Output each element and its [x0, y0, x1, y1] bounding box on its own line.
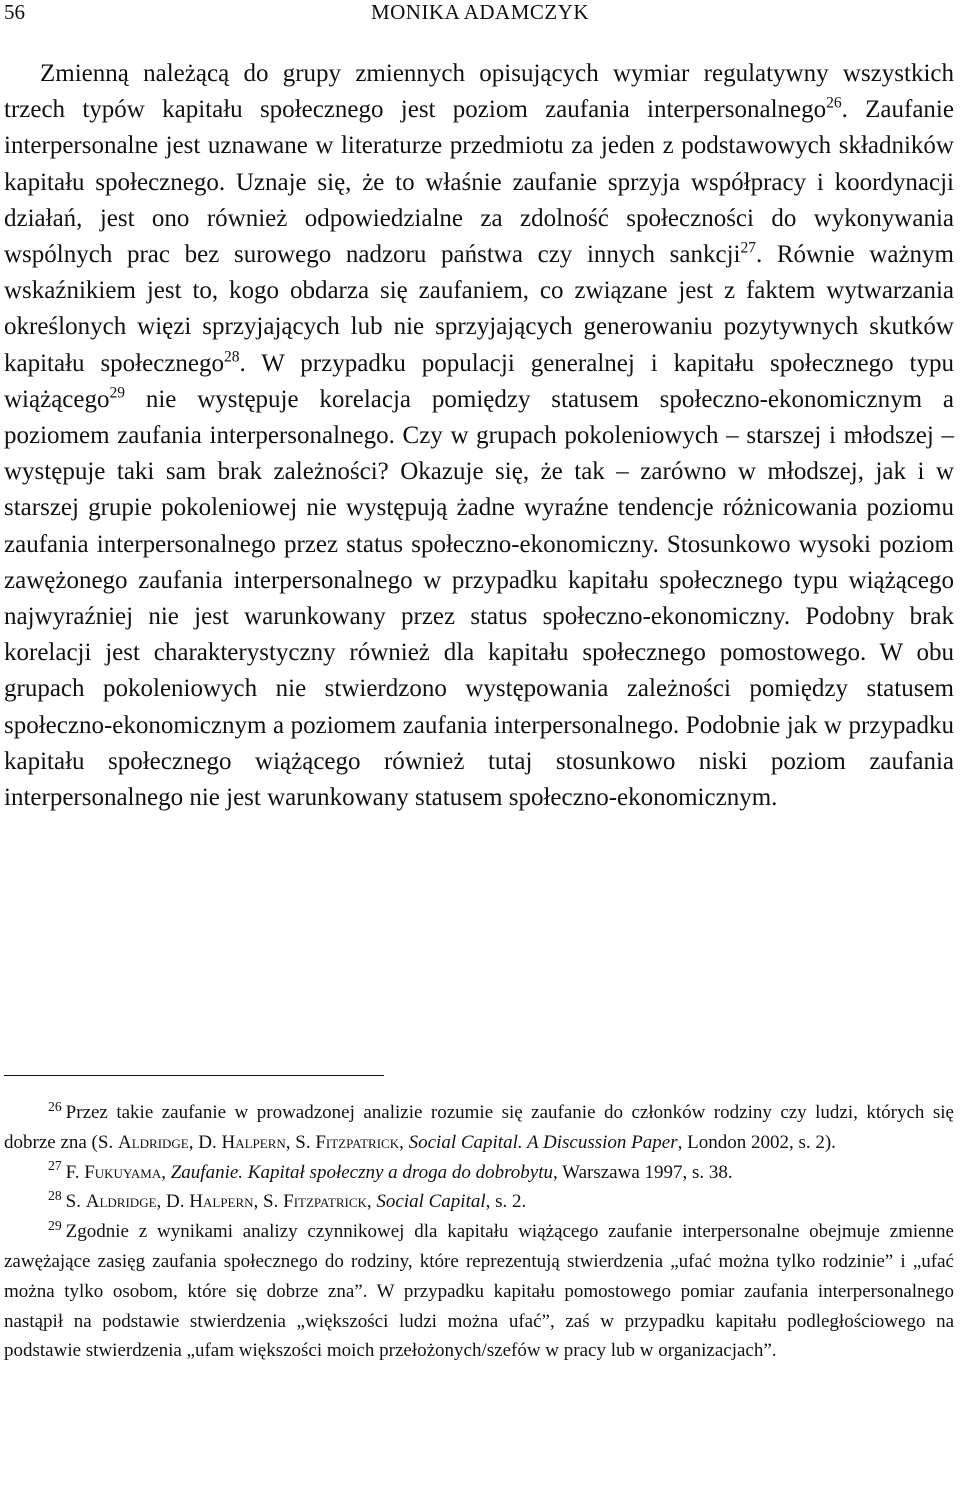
footnote-29 — [4, 1217, 954, 1366]
citation-author: Halpern — [189, 1191, 254, 1213]
page-number: 56 — [4, 0, 25, 24]
footnote-divider — [4, 1075, 384, 1076]
footnote-text: , London 2002, s. 2). — [677, 1131, 836, 1153]
footnote-text: , s. 2. — [485, 1191, 527, 1213]
citation-title: Social Capital — [376, 1191, 486, 1213]
footnote-text: , — [399, 1131, 409, 1153]
citation-author: Fitzpatrick — [283, 1191, 367, 1213]
text-run: nie występuje korelacja pomiędzy statusem społeczno-ekonomicznym a poziomem zaufania interpersonalnego. Czy w grupach pokoleniowych – starszej i młodszej – występuje taki sam brak zależności? Okazuje się, że tak – zarówno w młodszej, jak i w starszej grupie pokoleniowej nie występują żadne wyraźne tendencje różnicowania poziomu zaufania interpersonalnego przez status społeczno-ekonomiczny. Stosunkowo wysoki poziom zawężonego zaufania interpersonalnego w przypadku kapitału społecznego typu wiążącego najwyraźniej nie jest warunkowany przez status społeczno-ekonomiczny. Podobny brak korelacji jest charakterystyczny również dla kapitału społecznego pomostowego. W obu grupach pokoleniowych nie stwierdzono występowania zależności pomiędzy statusem społeczno-ekonomicznym a poziomem zaufania interpersonalnego. Podobnie jak w przypadku kapitału społecznego wiążącego również tutaj stosunkowo niski poziom zaufania interpersonalnego nie jest warunkowany statusem społeczno-ekonomicznym. — [4, 385, 954, 812]
paragraph — [4, 56, 954, 816]
footnote-number: 27 — [48, 1158, 62, 1174]
running-head — [4, 0, 956, 24]
footnote-28 — [4, 1187, 954, 1217]
text-run: . Zaufanie interpersonalne jest uznawane w literaturze przedmiotu za jeden z podstawowych składników kapitału społecznego. Uznaje się, że to właśnie zaufanie sprzyja współpracy i koordynacji działań, jest ono również odpowiedzialne za zdolność społeczności do wykonywania wspólnych prac bez surowego nadzoru państwa czy innych sankcji — [4, 96, 954, 269]
footnote-text: , S. — [285, 1131, 316, 1153]
footnote-ref[interactable]: 26 — [826, 94, 842, 112]
footnote-number: 29 — [48, 1217, 62, 1233]
footnote-text: , Warszawa 1997, s. 38. — [553, 1161, 733, 1183]
footnote-text: Zgodnie z wynikami analizy czynnikowej dla kapitału wiążącego zaufanie interpersonalne obejmuje zmienne zawężające zasięg zaufania społecznego do rodziny, które reprezentują stwierdzenia „ufać można tylko rodzinie” i „ufać można tylko osobom, które się dobrze zna”. W przypadku kapitału pomostowego pomiar zaufania interpersonalnego nastąpił na podstawie stwierdzenia „większości ludzi można ufać”, zaś w przypadku kapitału podległościowego na podstawie stwierdzenia „ufam większości moich przełożonych/szefów w pracy lub w organizacjach”. — [4, 1221, 954, 1362]
text-run: . Równie ważnym wskaźnikiem jest to, kogo obdarza się zaufaniem, co związane jest z faktem wytwarzania określonych więzi sprzyjających lub nie sprzyjających generowaniu pozytywnych skutków kapitału społecznego — [4, 241, 954, 377]
text-run: Zmienną należącą do grupy zmiennych opisujących wymiar regulatywny wszystkich trzech typów kapitału społecznego jest poziom zaufania interpersonalnego — [4, 60, 954, 124]
footnote-text: S. — [65, 1191, 86, 1213]
footnote-text: F. — [65, 1161, 85, 1183]
citation-author: Fukuyama — [84, 1161, 162, 1183]
citation-title: Zaufanie. Kapitał społeczny a droga do dobrobytu — [170, 1161, 554, 1183]
citation-author: Aldridge — [85, 1191, 157, 1213]
footnote-text: , D. — [156, 1191, 190, 1213]
footnote-ref[interactable]: 29 — [109, 384, 125, 402]
footnote-ref[interactable]: 27 — [740, 239, 756, 257]
footnote-number: 28 — [48, 1188, 62, 1204]
text-run: . W przypadku populacji generalnej i kapitału społecznego typu wiążącego — [4, 349, 954, 413]
main-text — [4, 56, 954, 816]
footnote-text: , D. — [188, 1131, 222, 1153]
running-head-author: MONIKA ADAMCZYK — [370, 0, 590, 24]
footnote-number: 26 — [48, 1098, 62, 1114]
footnote-26 — [4, 1098, 954, 1158]
footnote-text: , — [366, 1191, 377, 1213]
citation-author: Halpern — [221, 1131, 286, 1153]
citation-author: Aldridge — [117, 1131, 189, 1153]
footnote-text: , S. — [253, 1191, 284, 1213]
footnote-text: Przez takie zaufanie w prowadzonej analizie rozumie się zaufanie do członków rodziny czy ludzi, których się dobrze zna (S. — [4, 1102, 954, 1153]
footnote-ref[interactable]: 28 — [224, 348, 240, 366]
citation-author: Fitzpatrick — [315, 1131, 400, 1153]
footnote-27 — [4, 1158, 954, 1188]
footnotes — [4, 1098, 954, 1366]
citation-title: Social Capital. A Discussion Paper — [408, 1131, 678, 1153]
footnote-text: , — [161, 1161, 171, 1183]
